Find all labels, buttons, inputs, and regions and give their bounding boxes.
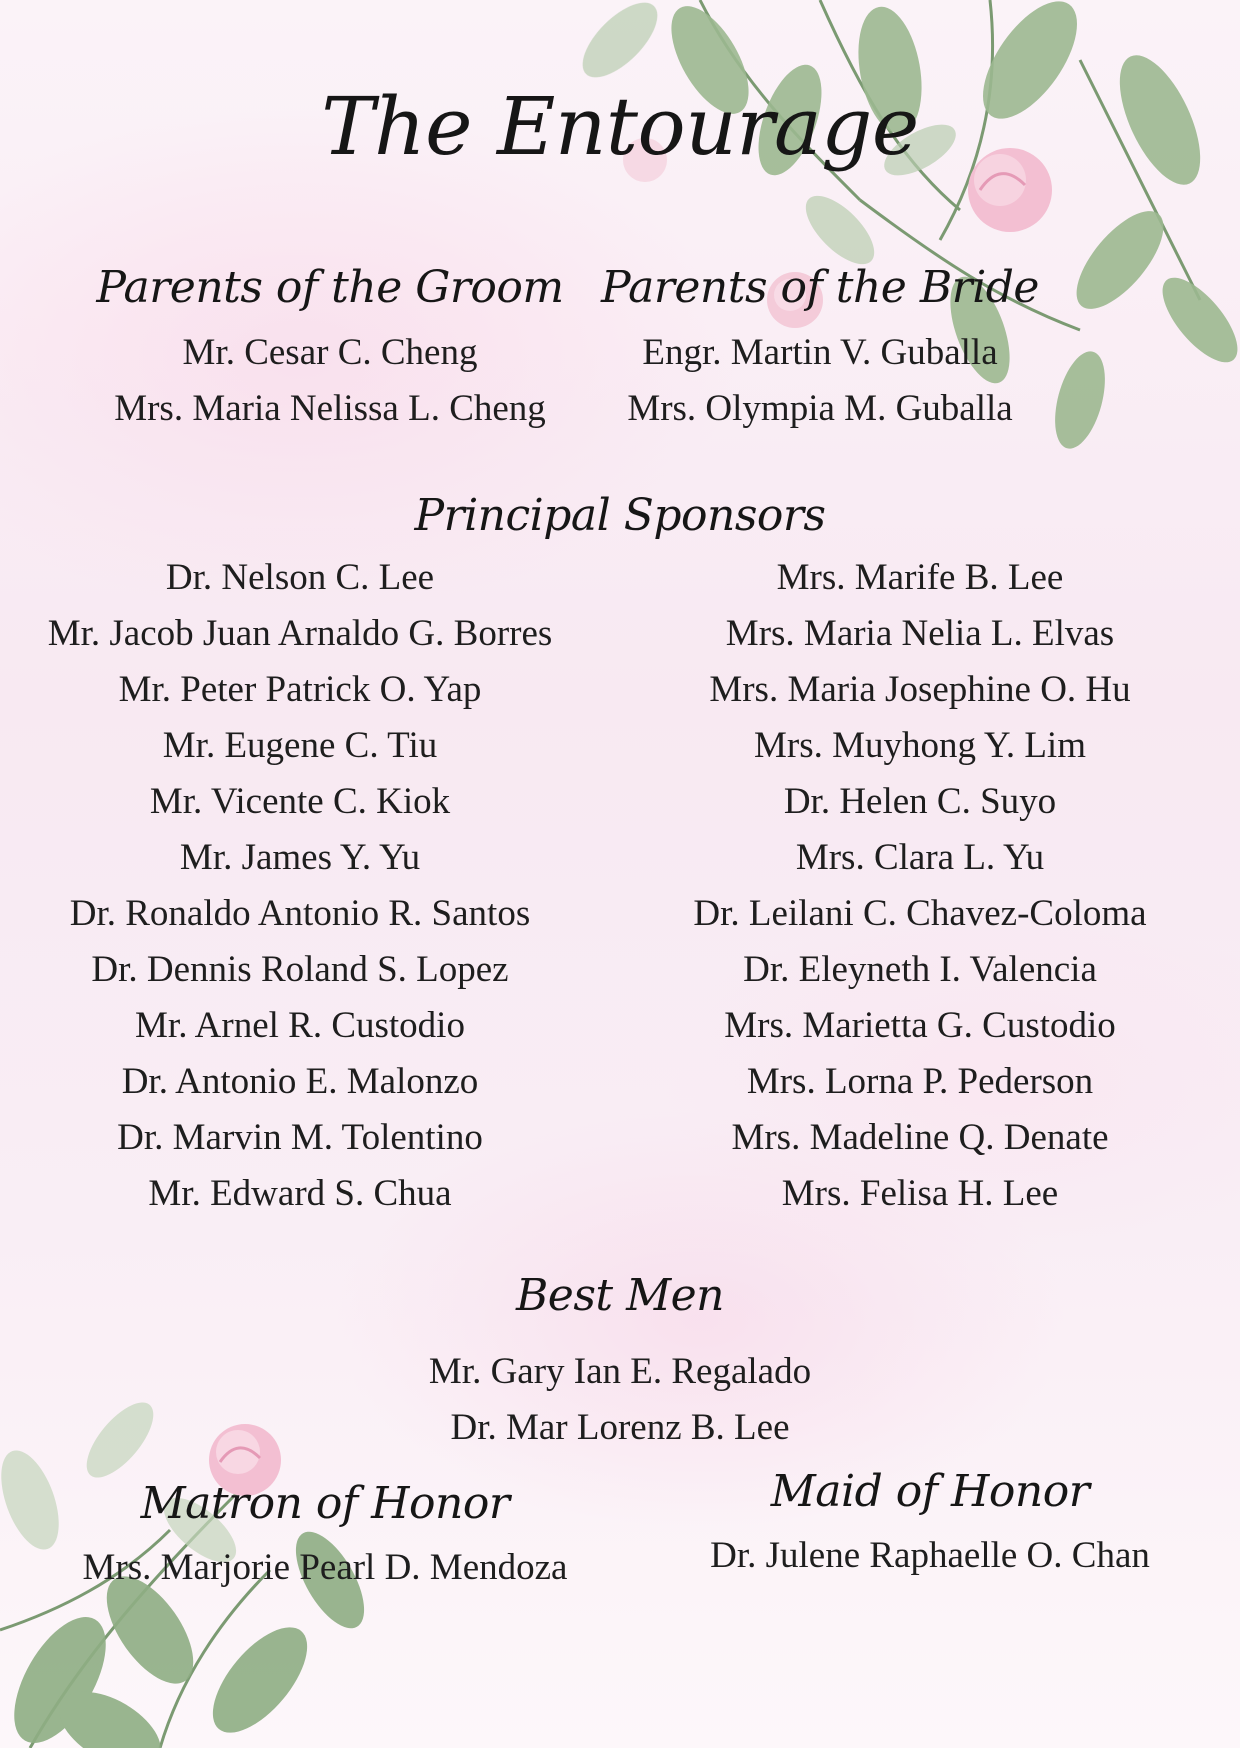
list-item: Mr. Vicente C. Kiok xyxy=(149,781,451,822)
list-item: Mrs. Olympia M. Guballa xyxy=(627,388,1013,429)
maid-of-honor-list xyxy=(660,1528,1200,1584)
parents-groom-list xyxy=(60,325,600,437)
list-item: Mrs. Muyhong Y. Lim xyxy=(753,725,1086,766)
list-item: Engr. Martin V. Guballa xyxy=(642,332,998,373)
principal-sponsors-right-list xyxy=(620,550,1220,1222)
matron-of-honor-list xyxy=(40,1540,610,1596)
list-item: Dr. Julene Raphaelle O. Chan xyxy=(710,1535,1150,1576)
maid-of-honor-heading: Maid of Honor xyxy=(770,1466,1090,1517)
list-item: Dr. Ronaldo Antonio R. Santos xyxy=(69,893,531,934)
list-item: Mr. James Y. Yu xyxy=(179,837,421,878)
list-item: Dr. Helen C. Suyo xyxy=(783,781,1057,822)
list-item: Mrs. Marife B. Lee xyxy=(776,557,1064,598)
list-item: Mr. Cesar C. Cheng xyxy=(182,332,478,373)
principal-sponsors-heading: Principal Sponsors xyxy=(414,490,826,541)
list-item: Dr. Eleyneth I. Valencia xyxy=(743,949,1097,990)
list-item: Mr. Jacob Juan Arnaldo G. Borres xyxy=(47,613,553,654)
list-item: Mrs. Lorna P. Pederson xyxy=(746,1061,1094,1102)
best-men-heading: Best Men xyxy=(515,1270,725,1321)
list-item: Mr. Peter Patrick O. Yap xyxy=(118,669,482,710)
page-title: The Entourage xyxy=(321,80,919,173)
list-item: Dr. Dennis Roland S. Lopez xyxy=(91,949,509,990)
list-item: Mrs. Maria Nelissa L. Cheng xyxy=(114,388,546,429)
list-item: Mrs. Madeline Q. Denate xyxy=(731,1117,1109,1158)
principal-sponsors-left-list xyxy=(0,550,600,1222)
list-item: Mrs. Felisa H. Lee xyxy=(781,1173,1059,1214)
list-item: Mr. Eugene C. Tiu xyxy=(162,725,438,766)
list-item: Mr. Arnel R. Custodio xyxy=(135,1005,465,1046)
parents-bride-list xyxy=(560,325,1080,437)
list-item: Mr. Gary Ian E. Regalado xyxy=(428,1351,812,1392)
best-men-list xyxy=(0,1344,1240,1456)
list-item: Mrs. Clara L. Yu xyxy=(795,837,1045,878)
list-item: Mrs. Maria Josephine O. Hu xyxy=(709,669,1131,710)
parents-groom-heading: Parents of the Groom xyxy=(96,262,564,313)
list-item: Dr. Nelson C. Lee xyxy=(165,557,435,598)
list-item: Mrs. Marjorie Pearl D. Mendoza xyxy=(82,1547,568,1588)
list-item: Mr. Edward S. Chua xyxy=(148,1173,452,1214)
parents-bride-heading: Parents of the Bride xyxy=(601,262,1039,313)
list-item: Mrs. Maria Nelia L. Elvas xyxy=(725,613,1115,654)
list-item: Dr. Mar Lorenz B. Lee xyxy=(450,1407,790,1448)
list-item: Dr. Leilani C. Chavez-Coloma xyxy=(693,893,1147,934)
matron-of-honor-heading: Matron of Honor xyxy=(140,1478,510,1529)
list-item: Mrs. Marietta G. Custodio xyxy=(724,1005,1116,1046)
list-item: Dr. Marvin M. Tolentino xyxy=(117,1117,483,1158)
list-item: Dr. Antonio E. Malonzo xyxy=(121,1061,479,1102)
